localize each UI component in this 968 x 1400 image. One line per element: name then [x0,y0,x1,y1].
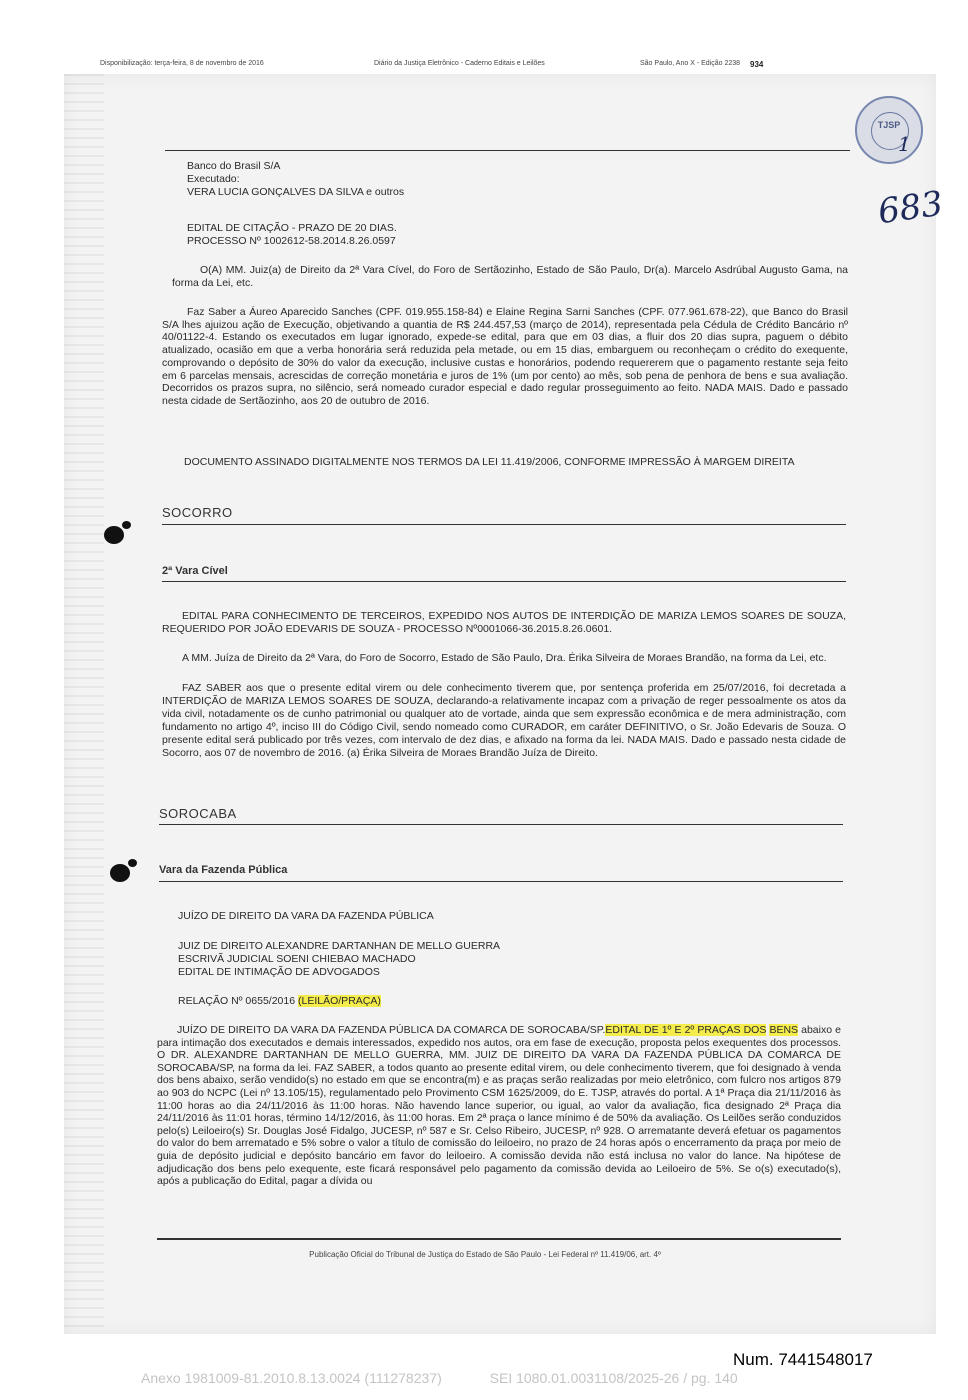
executado-label: Executado: [187,173,240,185]
vara-civel-heading: 2ª Vara Cível [162,565,228,577]
edital1-title-line1: EDITAL DE CITAÇÃO - PRAZO DE 20 DIAS. [187,222,397,234]
page-footer: Publicação Oficial do Tribunal de Justiça do Estado de São Paulo - Lei Federal nº 11.419/06, art. 4º [309,1250,661,1259]
edital1-process-number: PROCESSO Nº 1002612-58.2014.8.26.0597 [187,235,396,247]
footer-rule [157,1238,841,1240]
body-highlight-1: EDITAL DE 1º E 2º PRAÇAS DOS [605,1024,767,1036]
seal-label: TJSP [877,120,901,130]
sorocaba-edital-body [157,1024,841,1188]
vara-rule [162,581,846,582]
judge-line: JUIZ DE DIREITO ALEXANDRE DARTANHAN DE MELLO GUERRA [178,940,501,952]
edital1-heading-lines [187,160,587,199]
edital1-body: Faz Saber a Áureo Aparecido Sanches (CPF. 019.955.158-84) e Elaine Regina Sarni Sanches (CPF. 077.961.678-22), que Banco do Brasil S/A lhes ajuizou ação de Execução, objetivando a quantia de R$ 244.457,53 (março de 2014), representada pela Cédula de Crédito Bancário nº 40/01122-4. Estando os executados em lugar ignorado, expede-se edital, para que em 03 dias, a fluir dos 20 dias supra, paguem o débito atualizado, ocasião em que a verba honorária será reduzida pela metade, ou em 15 dias, embarguem ou reconheçam o crédito do exequente, comprovando o depósito de 30% do valor da execução, inclusive custas e honorários, podendo requererem que o pagamento restante seja feito em 6 parcelas mensais, acrescidas de correção monetária e juros de 1% (um por cento) ao mês, sob pena de penhora de bens e sua avaliação. Decorridos os prazos supra, no silêncio, será nomeado curador especial e dado regular prosseguimento ao feito. NADA MAIS. Dado e passado nesta cidade de Sertãozinho, aos 20 de outubro de 2016. [162,306,848,407]
court-seal-stamp [855,96,923,164]
edital1-signature-note: DOCUMENTO ASSINADO DIGITALMENTE NOS TERMOS DA LEI 11.419/2006, CONFORME IMPRESSÃO À MARGEM DIREITA [184,456,795,468]
annex-ref: Anexo 1981009-81.2010.8.13.0024 (111278237) [141,1370,442,1386]
exequente-line: Banco do Brasil S/A [187,160,281,172]
ink-blot [104,526,124,544]
edital1-title [187,222,587,248]
sei-ref: SEI 1080.01.0031108/2025-26 / pg. 140 [489,1370,738,1386]
header-rule [165,150,850,151]
body-highlight-2: BENS [769,1024,799,1036]
socorro-edital-title: EDITAL PARA CONHECIMENTO DE TERCEIROS, EXPEDIDO NOS AUTOS DE INTERDIÇÃO DE MARIZA LEMOS SOARES DE SOUZA, REQUERIDO POR JOÃO EDEVARIS DE SOUZA - PROCESSO Nº0001066-36.2015.8.26.0601. [162,610,846,635]
section-socorro: SOCORRO [162,505,233,520]
clerk-line: ESCRIVÃ JUDICIAL SOENI CHIEBAO MACHADO [178,953,416,965]
section-sorocaba: SOROCABA [159,806,237,821]
edital1-intro: O(A) MM. Juiz(a) de Direito da 2ª Vara Cível, do Foro de Sertãozinho, Estado de São Paulo, Dr(a). Marcelo Asdrúbal Augusto Gama, na forma da Lei, etc. [172,264,848,289]
socorro-intro: A MM. Juíza de Direito da 2ª Vara, do Foro de Socorro, Estado de São Paulo, Dra. Érika Silveira de Moraes Brandão, na forma da Lei, etc. [182,652,827,664]
edital-type-line: EDITAL DE INTIMAÇÃO DE ADVOGADOS [178,966,380,978]
executado-name: VERA LUCIA GONÇALVES DA SILVA e outros [187,186,405,198]
handwritten-mark: 1 [898,132,911,156]
relacao-line [178,995,778,1008]
relacao-number: RELAÇÃO Nº 0655/2016 [178,995,296,1007]
header-date: Disponibilização: terça-feira, 8 de novembro de 2016 [100,60,264,67]
relacao-highlight: (LEILÃO/PRAÇA) [298,995,381,1007]
header-page-number: 934 [750,60,764,69]
vara-rule [159,881,843,882]
section-rule [159,824,843,825]
vara-fazenda-heading: Vara da Fazenda Pública [159,864,288,876]
socorro-body: FAZ SABER aos que o presente edital virem ou dele conhecimento tiverem que, por sentença proferida em 25/07/2016, foi decretada a INTERDIÇÃO de MARIZA LEMOS SOARES DE SOUZA, declarando-a relativamente incapaz com a privação de reger pessoalmente os atos da vida civil, notadamente os de cunho patrimonial ou qualquer ato de vortade, ainda que sem expressão econômica e de mera administração, com fundamento no artigo 4º, inciso III do Código Civil, sendo nomeado como CURADOR, em caráter DEFINITIVO, o Sr. João Edevaris de Souza. O presente edital será publicado por três vezes, com intervalo de dez dias, e afixado na forma da lei. NADA MAIS. Dado e passado nesta cidade de Socorro, aos 07 de novembro de 2016. (a) Érika Silveira de Moraes Brandão Juíza de Direito. [162,682,846,759]
annex-line [141,1370,782,1386]
handwritten-page-number: 683 [875,183,946,233]
document-number: Num. 7441548017 [733,1350,873,1369]
sorocaba-officials [178,940,778,979]
sorocaba-juizo-line: JUÍZO DE DIREITO DA VARA DA FAZENDA PÚBLICA [178,910,434,922]
ink-blot [110,864,130,882]
body-rest: abaixo e para intimação dos executados e demais interessados, expedido nos autos, ora em fase de execução, proposta pelos exequentes dos processos. O DR. ALEXANDRE DARTANHAN DE MELLO GUERRA, MM. JUIZ DE DIREITO DA VARA DA FAZENDA PÚBLICA DA COMARCA DE SOROCABA/SP, na forma da lei. FAZ SABER, a todos quanto ao presente edital virem, ou dele conhecimento tiverem, que foi designado à venda dos bens abaixo, serão vendido(s) no estado em que se encontra(m) e as praças serão realizadas por meio eletrônico, com fulcro nos artigos 879 ao 903 do NCPC (Lei nº 13.105/15), regulamentado pelo Provimento CSM 1625/2009, do E. TJSP, através do portal. A 1ª Praça dia 21/11/2016 às 11:00 horas ao dia 24/11/2016 às 11:00 horas. Não havendo lance superior, ou igual, ao valor da avaliação, fica designado 2ª Praça dia 24/11/2016 às 11:01 horas, término 14/12/2016, às 11:00 horas. Em 2ª praça o lance mínimo é de 50% da avaliação. Os Leilões serão conduzidos pelo(s) Leiloeiro(s) Sr. Douglas José Fidalgo, JUCESP, nº 587 e Sr. Celso Ribeiro, JUCESP, nº 928. O arrematante deverá efetuar os pagamentos do valor do bem arrematado e 5% sobre o valor a título de comissão do leiloeiro, no prazo de 24 horas após o encerramento da praça por meio de guia de depósito judicial e depósito bancário em favor do leiloeiro. A comissão devida não está inclusa no valor do lance. Na hipótese de adjudicação dos bens pelo exequente, este ficará responsável pelo pagamento da comissão devida ao Leiloeiro de 5%. Se o(s) executado(s), após a publicação do Edital, pagar a dívida ou [157,1024,841,1188]
header-journal: Diário da Justiça Eletrônico - Caderno Editais e Leilões [374,60,545,67]
body-start: JUÍZO DE DIREITO DA VARA DA FAZENDA PÚBLICA DA COMARCA DE SOROCABA/SP. [177,1024,606,1036]
section-rule [162,524,846,525]
header-edition: São Paulo, Ano X - Edição 2238 [640,60,741,67]
